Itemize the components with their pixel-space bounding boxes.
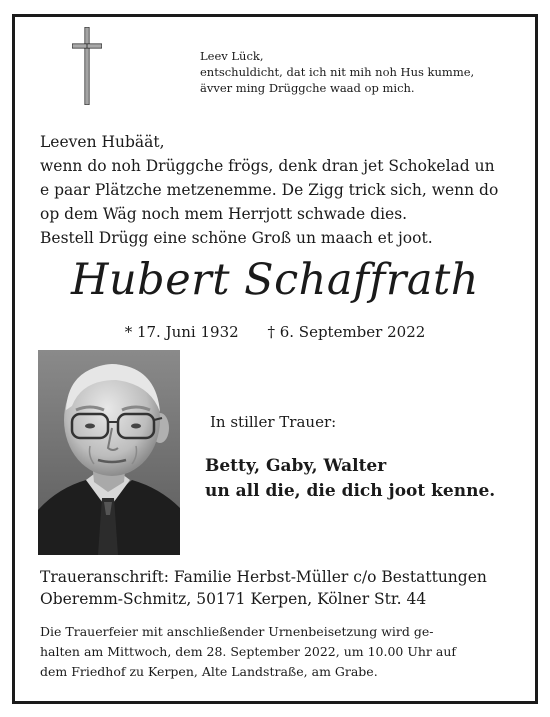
letter-line: e paar Plätzche metzenemme. De Zigg trick sich, wenn do <box>40 181 499 199</box>
dialect-quote <box>200 48 520 96</box>
letter-line: op dem Wäg noch mem Herrjott schwade dies. <box>40 205 408 223</box>
birth-date: * 17. Juni 1932 <box>124 323 239 341</box>
deceased-name: Hubert Schaffrath <box>70 255 480 305</box>
address-line: Oberemm-Schmitz, 50171 Kerpen, Kölner Str. 44 <box>40 590 427 608</box>
death-date: † 6. September 2022 <box>267 323 426 341</box>
service-line: halten am Mittwoch, dem 28. September 2022, um 10.00 Uhr auf <box>40 644 457 659</box>
letter-line: Leeven Hubäät, <box>40 133 165 151</box>
family-line: Betty, Gaby, Walter <box>205 456 387 476</box>
portrait-photo <box>38 350 180 555</box>
letter-line: Bestell Drügg eine schöne Groß un maach et joot. <box>40 229 433 247</box>
quote-line: ävver ming Drüggche waad op mich. <box>200 81 415 95</box>
family-line: un all die, die dich joot kenne. <box>205 481 496 501</box>
service-line: dem Friedhof zu Kerpen, Alte Landstraße, am Grabe. <box>40 664 378 679</box>
farewell-letter <box>40 130 520 250</box>
family-names <box>205 454 495 504</box>
portrait-illustration <box>38 350 180 555</box>
quote-line: entschuldicht, dat ich nit mih noh Hus kumme, <box>200 65 475 79</box>
funeral-service-notice <box>40 622 514 682</box>
mourning-label: In stiller Trauer: <box>210 413 337 431</box>
service-line: Die Trauerfeier mit anschließender Urnenbeisetzung wird ge- <box>40 624 434 639</box>
address-line: Traueranschrift: Familie Herbst-Müller c/o Bestattungen <box>40 568 487 586</box>
mourning-address <box>40 566 520 610</box>
cross-icon <box>72 27 102 105</box>
letter-line: wenn do noh Drüggche frögs, denk dran jet Schokelad un <box>40 157 495 175</box>
quote-line: Leev Lück, <box>200 49 264 63</box>
life-dates <box>0 322 550 342</box>
